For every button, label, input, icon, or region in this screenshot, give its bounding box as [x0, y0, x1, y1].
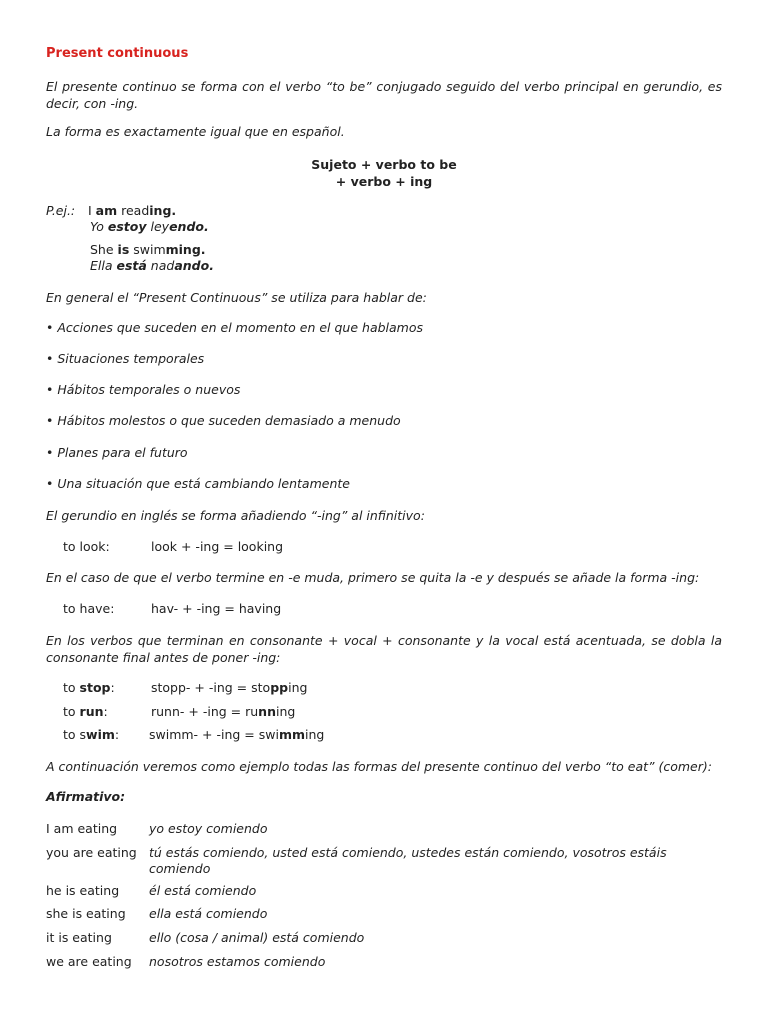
- affirmative-heading: Afirmativo:: [46, 789, 126, 804]
- conjugation-en: I am eating: [46, 821, 118, 836]
- swim-example-verb: to swim:: [63, 727, 120, 742]
- conjugation-es: él está comiendo: [149, 883, 257, 898]
- conjugation-es: nosotros estamos comiendo: [149, 954, 326, 969]
- conjugation-es: ello (cosa / animal) está comiendo: [149, 930, 365, 945]
- conjugation-en: we are eating: [46, 954, 132, 969]
- formula-line-2: + verbo + ing: [335, 174, 433, 189]
- formula-block: [46, 156, 722, 190]
- stop-example-formula: stopp- + -ing = stopping: [151, 680, 308, 695]
- conjugation-en: he is eating: [46, 883, 120, 898]
- eat-intro: A continuación veremos como ejemplo todas las formas del presente continuo del verbo “to eat” (comer):: [46, 759, 712, 774]
- run-example-formula: runn- + -ing = running: [151, 704, 296, 719]
- conjugation-es: tú estás comiendo, usted está comiendo, ustedes están comiendo, vosotros estáis comiendo: [149, 845, 667, 876]
- same-form-paragraph: La forma es exactamente igual que en español.: [46, 124, 345, 139]
- stop-example-verb: to stop:: [63, 680, 115, 695]
- silent-e-rule: En el caso de que el verbo termine en -e muda, primero se quita la -e y después se añade la forma -ing:: [46, 570, 700, 585]
- conjugation-es: ella está comiendo: [149, 906, 268, 921]
- look-example-verb: to look:: [63, 539, 110, 554]
- example-1-english: I am reading.: [88, 203, 177, 218]
- examples-label: P.ej.:: [46, 203, 76, 218]
- conjugation-en: it is eating: [46, 930, 112, 945]
- have-example-verb: to have:: [63, 601, 115, 616]
- example-2-english: She is swimming.: [90, 242, 206, 257]
- have-example-formula: hav- + -ing = having: [151, 601, 282, 616]
- list-item: • Hábitos molestos o que suceden demasiado a menudo: [46, 413, 401, 428]
- example-1-spanish: Yo estoy leyendo.: [90, 219, 209, 234]
- double-consonant-rule: En los verbos que terminan en consonante + vocal + consonante y la vocal está acentuada, se dobla la consonante final antes de poner -ing:: [46, 633, 722, 665]
- formula-line-1: Sujeto + verbo to be: [311, 157, 457, 172]
- list-item: • Hábitos temporales o nuevos: [46, 382, 241, 397]
- conjugation-es: yo estoy comiendo: [149, 821, 268, 836]
- swim-example-formula: swimm- + -ing = swimming: [149, 727, 325, 742]
- example-2-spanish: Ella está nadando.: [90, 258, 214, 273]
- gerund-rule: El gerundio en inglés se forma añadiendo “-ing” al infinitivo:: [46, 508, 425, 523]
- look-example-formula: look + -ing = looking: [151, 539, 284, 554]
- list-item: • Acciones que suceden en el momento en el que hablamos: [46, 320, 424, 335]
- list-item: • Planes para el futuro: [46, 445, 188, 460]
- run-example-verb: to run:: [63, 704, 108, 719]
- page-title: Present continuous: [46, 46, 189, 61]
- list-item: • Una situación que está cambiando lentamente: [46, 476, 350, 491]
- uses-intro: En general el “Present Continuous” se utiliza para hablar de:: [46, 290, 427, 305]
- list-item: • Situaciones temporales: [46, 351, 205, 366]
- intro-paragraph: El presente continuo se forma con el verbo “to be” conjugado seguido del verbo principal en gerundio, es decir, con -ing.: [46, 79, 722, 111]
- conjugation-en: she is eating: [46, 906, 126, 921]
- conjugation-en: you are eating: [46, 845, 137, 860]
